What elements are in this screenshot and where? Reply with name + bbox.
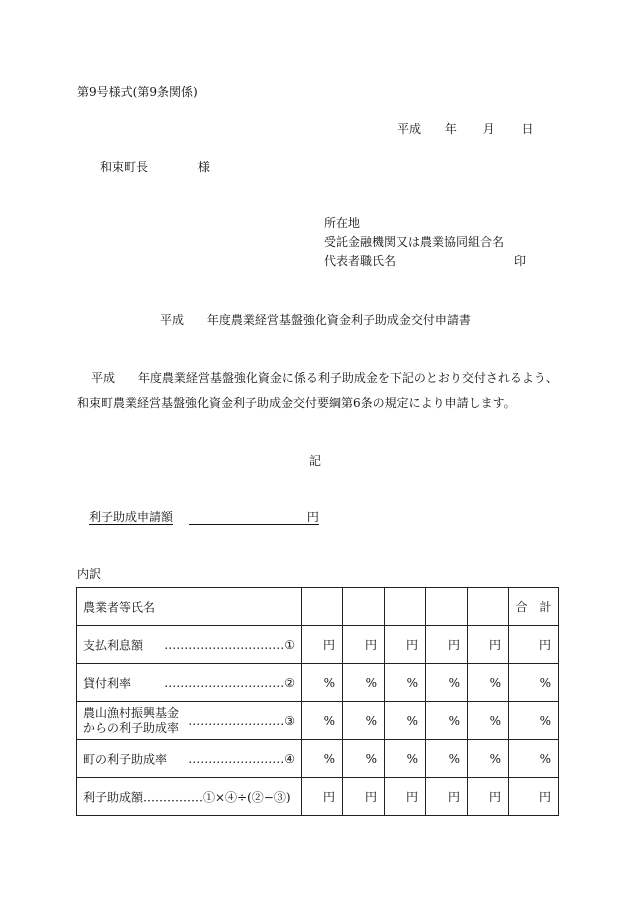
rate-cell[interactable]: % [343, 664, 385, 702]
applicant-address-label: 所在地 [324, 216, 361, 230]
row-leader: ……………………④ [188, 751, 295, 766]
ki-mark: 記 [309, 454, 322, 468]
rate-cell[interactable]: % [343, 702, 385, 740]
body-era: 平成 [91, 371, 116, 385]
total-cell[interactable]: 円 [509, 626, 559, 664]
row-label-cell [77, 626, 302, 664]
applicant-institution-label: 受託金融機関又は農業協同組合名 [324, 235, 505, 249]
amount-cell[interactable]: 円 [343, 778, 385, 816]
addressee [100, 159, 210, 175]
row-label: 利子助成額……………①×④÷(②−③) [83, 790, 291, 804]
amount-cell[interactable]: 円 [426, 626, 468, 664]
rate-cell[interactable]: % [302, 664, 343, 702]
amount-cell[interactable]: 円 [468, 778, 509, 816]
farmer-name-cell[interactable] [302, 588, 343, 626]
farmer-name-cell[interactable] [468, 588, 509, 626]
row-label-cell [77, 702, 302, 740]
request-amount [89, 509, 319, 525]
request-amount-blank[interactable] [189, 510, 307, 525]
date-line [397, 121, 534, 137]
table-row [77, 664, 559, 702]
total-cell[interactable]: % [509, 664, 559, 702]
row-label: 支払利息額 [83, 638, 144, 652]
rate-cell[interactable]: % [468, 740, 509, 778]
rate-cell[interactable]: % [468, 702, 509, 740]
rate-cell[interactable]: % [426, 664, 468, 702]
body-line-1-text: 年度農業経営基盤強化資金に係る利子助成金を下記のとおり交付されるよう、 [137, 371, 558, 385]
applicant-representative-label: 代表者職氏名 [324, 254, 397, 268]
date-day: 日 [521, 122, 534, 136]
table-row [77, 778, 559, 816]
rate-cell[interactable]: % [468, 664, 509, 702]
rate-cell[interactable]: % [302, 740, 343, 778]
rate-cell[interactable]: % [426, 702, 468, 740]
request-amount-unit: 円 [306, 510, 319, 524]
title-text: 年度農業経営基盤強化資金利子助成金交付申請書 [206, 313, 471, 327]
body-line-2: 和束町農業経営基盤強化資金利子助成金交付要綱第6条の規定により申請します。 [77, 396, 516, 410]
rate-cell[interactable]: % [385, 664, 426, 702]
total-header: 合 計 [509, 588, 559, 626]
row-label-cell [77, 740, 302, 778]
amount-cell[interactable]: 円 [385, 626, 426, 664]
addressee-name: 和束町長 [100, 160, 149, 174]
total-cell[interactable]: % [509, 740, 559, 778]
row-label-cell [77, 664, 302, 702]
addressee-honorific: 様 [197, 160, 210, 174]
row-label-line-1: 農山漁村振興基金 [83, 705, 180, 720]
title-era: 平成 [160, 313, 185, 327]
amount-cell[interactable]: 円 [468, 626, 509, 664]
total-cell[interactable]: 円 [509, 778, 559, 816]
amount-cell[interactable]: 円 [343, 626, 385, 664]
table-header-row [77, 588, 559, 626]
amount-cell[interactable]: 円 [302, 626, 343, 664]
rate-cell[interactable]: % [426, 740, 468, 778]
table-row [77, 626, 559, 664]
farmer-name-cell[interactable] [343, 588, 385, 626]
rate-cell[interactable]: % [385, 702, 426, 740]
rate-cell[interactable]: % [343, 740, 385, 778]
row-label-cell [77, 778, 302, 816]
row-leader: ……………………③ [188, 713, 295, 728]
row-label: 貸付利率 [83, 676, 132, 690]
header-label: 農業者等氏名 [83, 600, 156, 614]
seal-mark: 印 [514, 254, 527, 268]
date-era: 平成 [397, 122, 422, 136]
row-leader: …………………………① [164, 637, 295, 652]
farmer-name-cell[interactable] [426, 588, 468, 626]
row-label: 町の利子助成率 [83, 752, 168, 766]
date-year: 年 [444, 122, 457, 136]
row-leader: …………………………② [164, 675, 295, 690]
row-label-line-2: からの利子助成率 [83, 720, 180, 735]
farmer-name-cell[interactable] [385, 588, 426, 626]
amount-cell[interactable]: 円 [385, 778, 426, 816]
table-row [77, 740, 559, 778]
date-month: 月 [482, 122, 495, 136]
form-number: 第9号様式(第9条関係) [77, 85, 198, 99]
table-row [77, 702, 559, 740]
total-cell[interactable]: % [509, 702, 559, 740]
document-title [160, 312, 471, 328]
rate-cell[interactable]: % [302, 702, 343, 740]
amount-cell[interactable]: 円 [426, 778, 468, 816]
row-label [83, 706, 179, 736]
amount-cell[interactable]: 円 [302, 778, 343, 816]
header-label-cell [77, 588, 302, 626]
breakdown-table [76, 587, 559, 816]
request-amount-label: 利子助成申請額 [89, 510, 174, 524]
rate-cell[interactable]: % [385, 740, 426, 778]
body-line-1 [91, 370, 558, 386]
breakdown-label: 内訳 [77, 567, 102, 581]
